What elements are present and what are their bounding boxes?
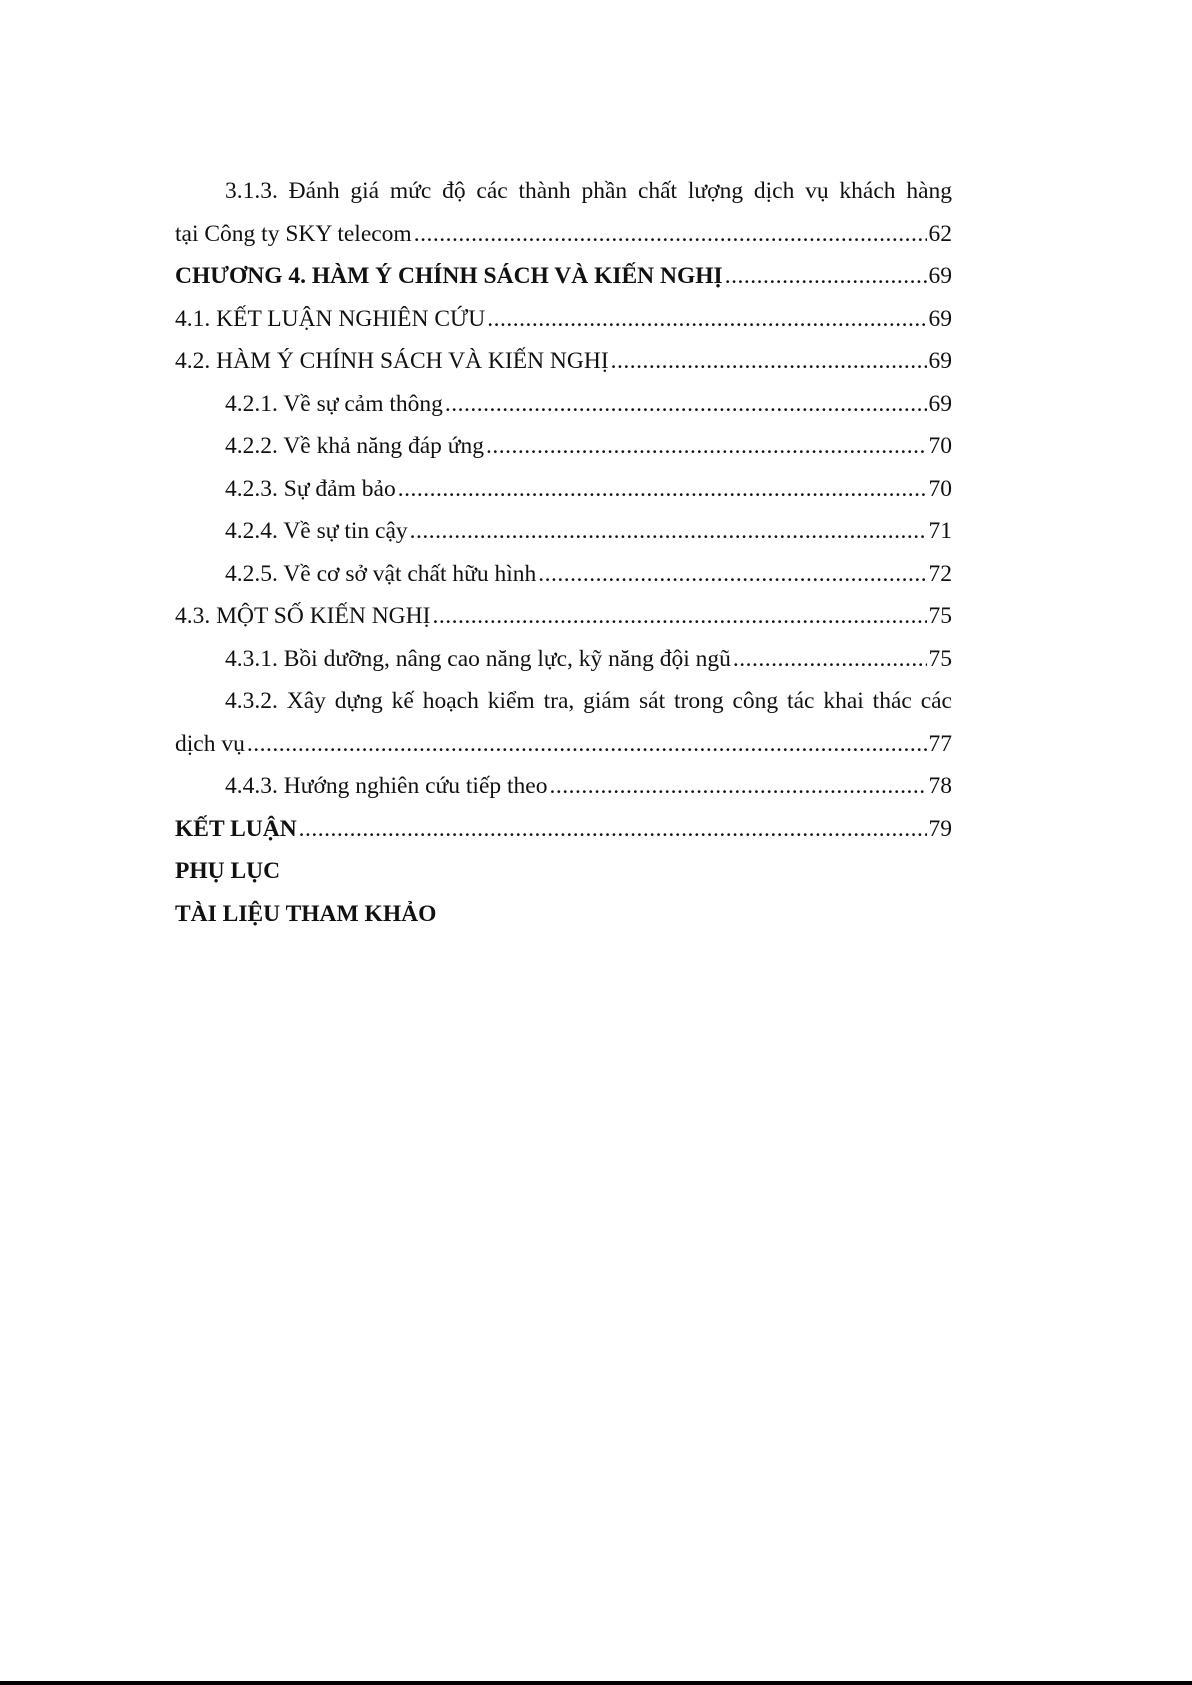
- toc-entry-4-4-3: [175, 765, 952, 808]
- dot-leader: [487, 298, 926, 341]
- toc-label: 4.2.3. Sự đảm bảo: [225, 475, 396, 502]
- dot-leader: [733, 638, 927, 681]
- dot-leader: [414, 213, 927, 256]
- toc-label: 4.2.5. Về cơ sở vật chất hữu hình: [225, 560, 537, 587]
- dot-leader: [410, 510, 927, 553]
- toc-entry-4-3-2-line2: [175, 723, 952, 766]
- dot-leader: [611, 340, 927, 383]
- toc-entry-4-2-2: [175, 425, 952, 468]
- toc-entry-4-3-1: [175, 638, 952, 681]
- toc-entry-4-2: [175, 340, 952, 383]
- toc-label: CHƯƠNG 4. HÀM Ý CHÍNH SÁCH VÀ KIẾN NGHỊ: [175, 263, 723, 289]
- toc-entry-4-2-4: [175, 510, 952, 553]
- dot-leader: [538, 553, 926, 596]
- toc-page-number: 70: [928, 433, 952, 459]
- toc-page-number: 72: [928, 560, 952, 587]
- toc-page-number: 77: [928, 730, 952, 757]
- toc-entry-3-1-3-line2: [175, 213, 952, 256]
- toc-entry-3-1-3-line1: 3.1.3. Đánh giá mức độ các thành phần chất lượng dịch vụ khách hàng: [225, 178, 952, 204]
- toc-label: 4.3. MỘT SỐ KIẾN NGHỊ: [175, 603, 431, 629]
- toc-page-number: 79: [928, 815, 952, 842]
- toc-entry-4-2-5: [175, 553, 952, 596]
- toc-label: 4.1. KẾT LUẬN NGHIÊN CỨU: [175, 305, 486, 332]
- toc-page-number: 69: [928, 390, 952, 417]
- toc-label: 4.2.1. Về sự cảm thông: [225, 390, 443, 417]
- toc-entry-tai-lieu-tham-khao: TÀI LIỆU THAM KHẢO: [175, 900, 437, 927]
- toc-label: 4.2. HÀM Ý CHÍNH SÁCH VÀ KIẾN NGHỊ: [175, 348, 609, 374]
- toc-page-number: 75: [928, 603, 952, 629]
- toc-page-number: 69: [928, 263, 952, 289]
- dot-leader: [725, 255, 927, 298]
- toc-label: KẾT LUẬN: [175, 815, 297, 842]
- toc-label: 4.2.2. Về khả năng đáp ứng: [225, 433, 485, 459]
- dot-leader: [432, 595, 926, 638]
- toc-page-number: 71: [928, 518, 952, 544]
- table-of-contents: [175, 170, 952, 935]
- dot-leader: [398, 468, 927, 511]
- page-bottom-border: [0, 1681, 1192, 1685]
- toc-page-number: 62: [928, 220, 952, 247]
- toc-entry-chapter-4: [175, 255, 952, 298]
- toc-entry-4-1: [175, 298, 952, 341]
- dot-leader: [247, 723, 927, 766]
- toc-page-number: 69: [928, 348, 952, 374]
- toc-entry-4-2-3: [175, 468, 952, 511]
- toc-entry-ket-luan: [175, 808, 952, 851]
- dot-leader: [486, 425, 926, 468]
- toc-label: 4.4.3. Hướng nghiên cứu tiếp theo: [225, 773, 548, 799]
- toc-page-number: 69: [928, 305, 952, 332]
- toc-page-number: 70: [928, 475, 952, 502]
- toc-label: 4.3.1. Bồi dưỡng, nâng cao năng lực, kỹ năng đội ngũ: [225, 645, 731, 672]
- toc-page-number: 78: [928, 773, 952, 799]
- toc-page-number: 75: [928, 645, 952, 672]
- toc-entry-4-3-2-line1: 4.3.2. Xây dựng kế hoạch kiểm tra, giám sát trong công tác khai thác các: [225, 688, 952, 714]
- dot-leader: [549, 765, 926, 808]
- toc-label: dịch vụ: [175, 730, 245, 757]
- toc-label: 4.2.4. Về sự tin cậy: [225, 518, 408, 544]
- toc-label: tại Công ty SKY telecom: [175, 220, 412, 247]
- toc-entry-4-3: [175, 595, 952, 638]
- dot-leader: [445, 383, 927, 426]
- toc-entry-phu-luc: PHỤ LỤC: [175, 858, 281, 884]
- dot-leader: [299, 808, 927, 851]
- toc-entry-4-2-1: [175, 383, 952, 426]
